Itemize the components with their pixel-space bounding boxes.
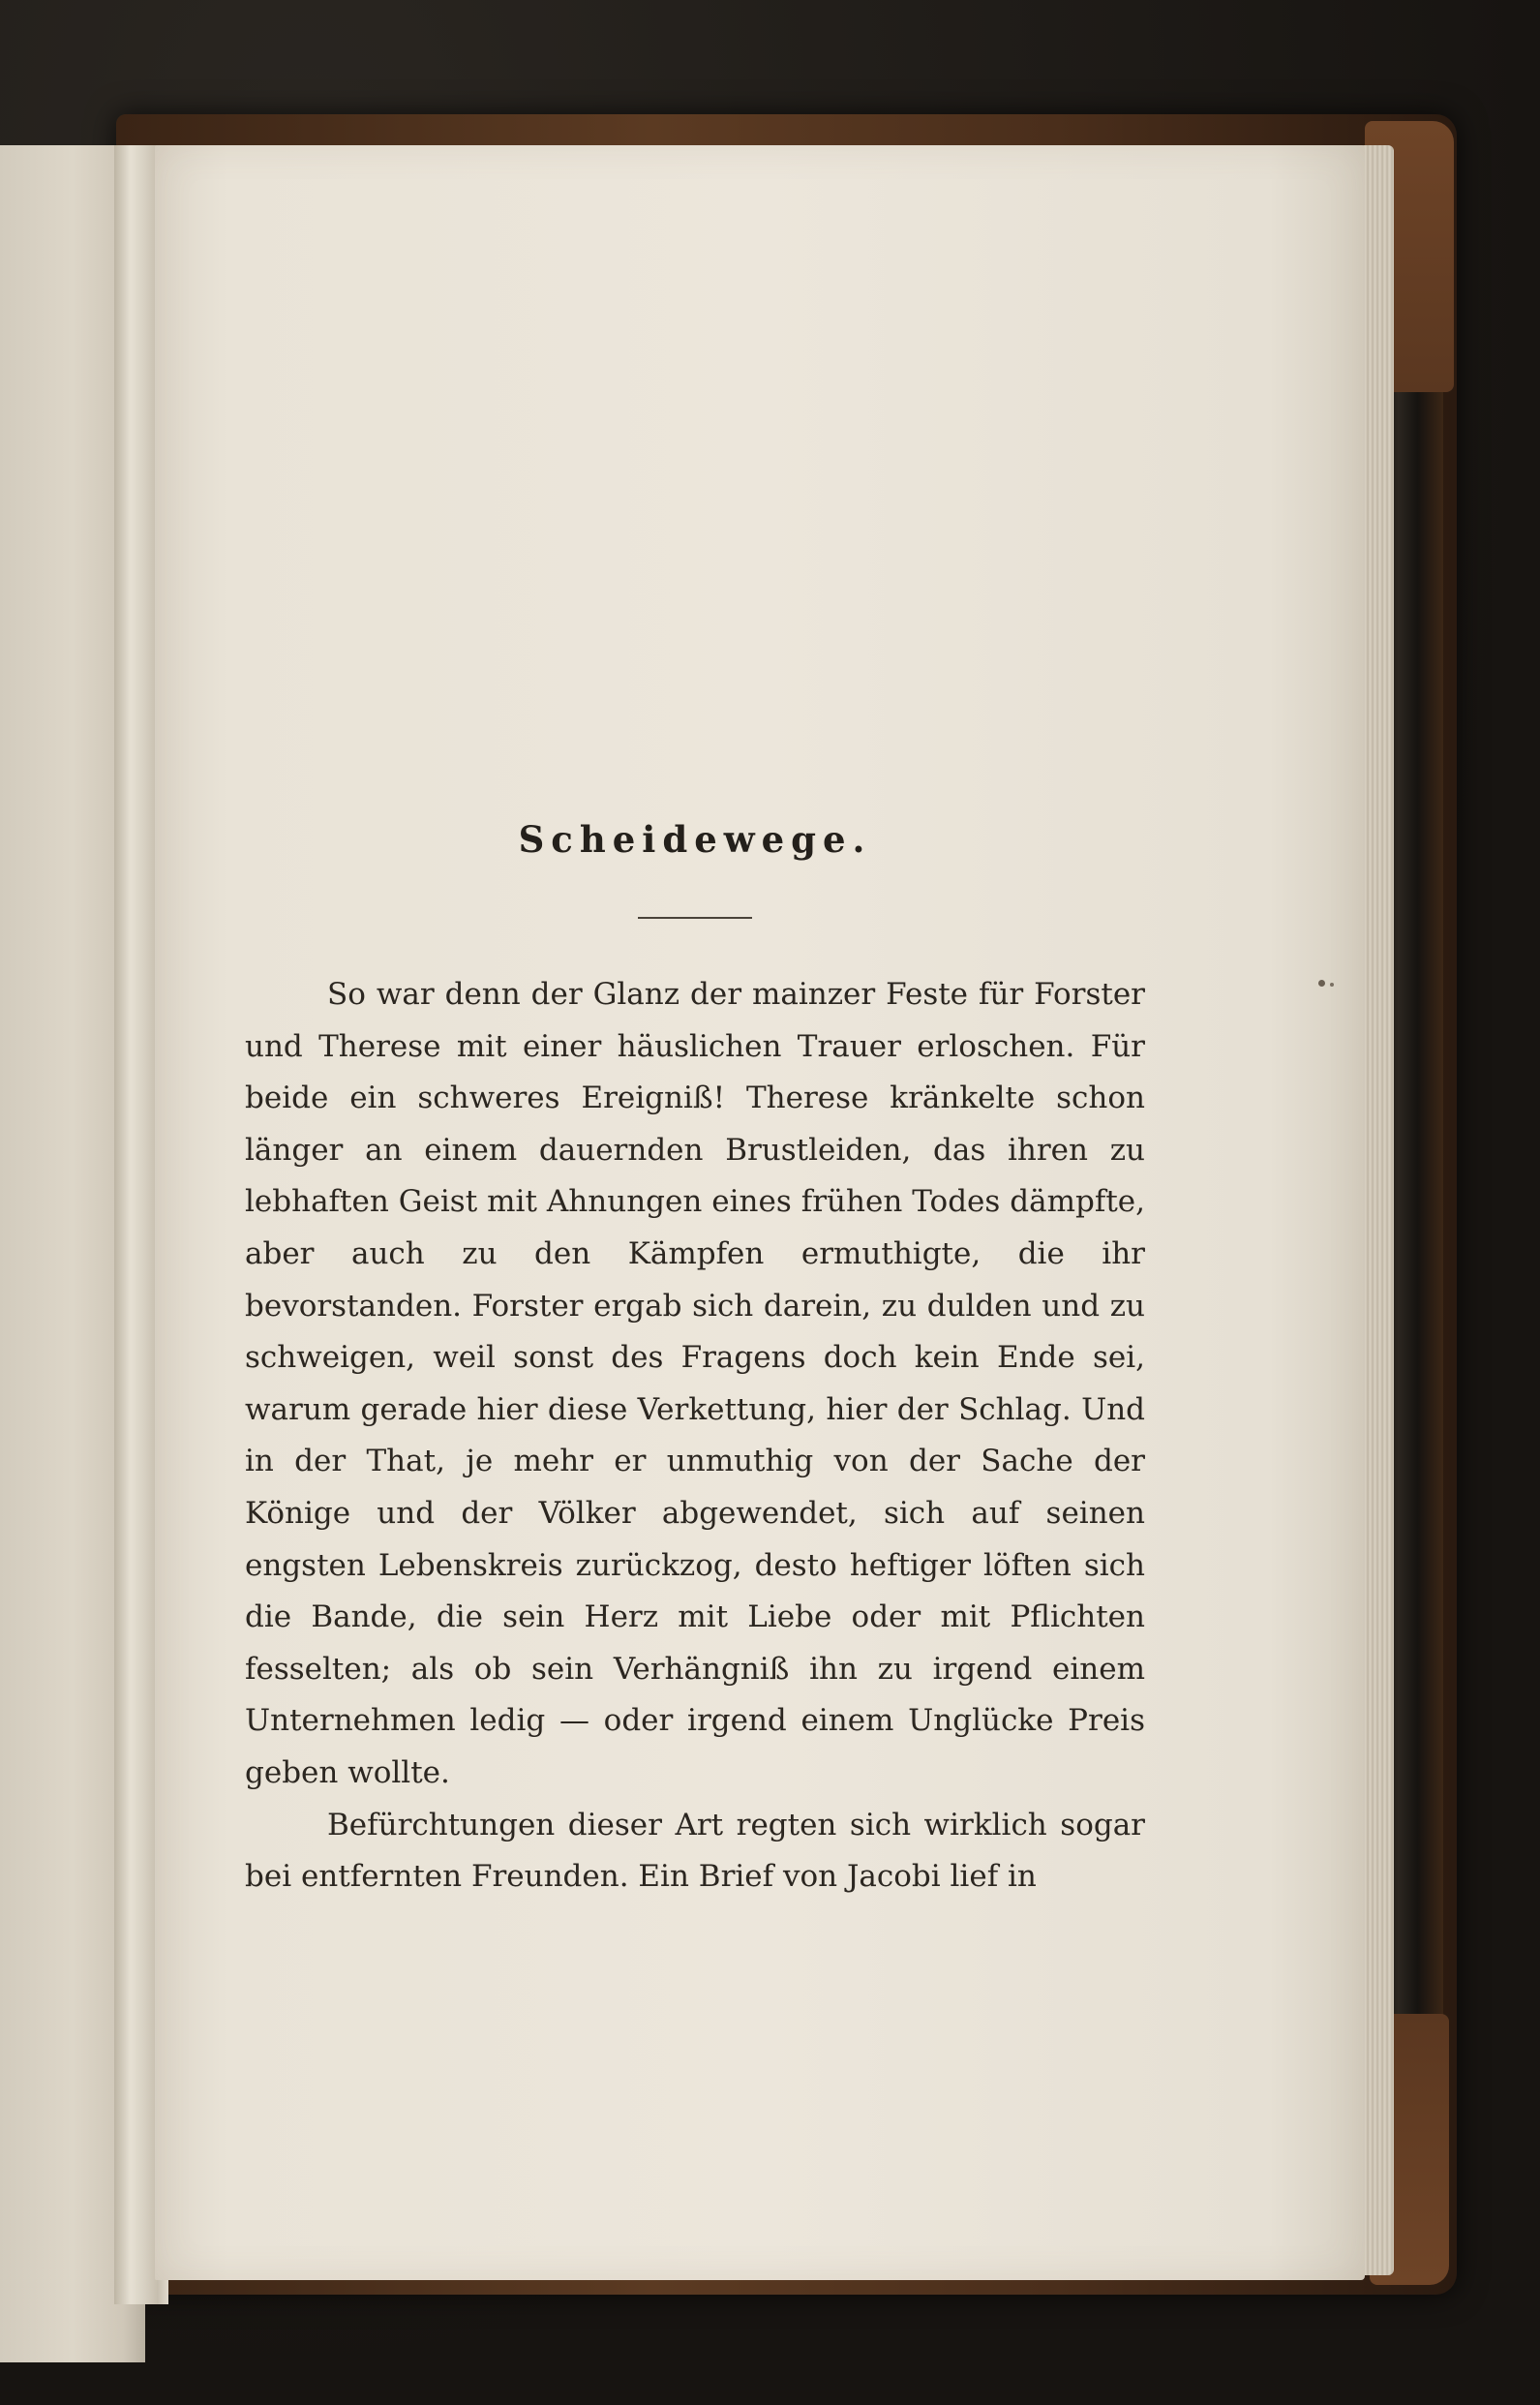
paragraph-2: Befürchtungen dieser Art regten sich wirklich sogar bei entfernten Freunden. Ein Brief von Jacobi lief in [245, 1807, 1145, 1895]
page-content [245, 794, 1145, 1903]
body-text [245, 969, 1145, 1903]
ink-speck [1318, 980, 1325, 987]
ink-speck [1330, 983, 1334, 987]
paragraph-1: So war denn der Glanz der mainzer Feste für Forster und Therese mit einer häuslichen Trauer erloschen. Für beide ein schweres Ereigniß! Therese kränkelte schon länger an einem dauernden Brustleiden, das ihren zu lebhaften Geist mit Ahnungen eines frühen Todes dämpfte, aber auch zu den Kämpfen ermuthigte, die ihr bevorstanden. Forster ergab sich darein, zu dulden und zu schweigen, weil sonst des Fragens doch kein Ende sei, warum gerade hier diese Verkettung, hier der Schlag. Und in der That, je mehr er unmuthig von der Sache der Könige und der Völker abgewendet, sich auf seinen engsten Lebenskreis zurückzog, desto heftiger löften sich die Bande, die sein Herz mit Liebe oder mit Pflichten fesselten; als ob sein Verhängniß ihn zu irgend einem Unternehmen ledig — oder irgend einem Unglücke Preis geben wollte. [245, 977, 1145, 1790]
chapter-title: Scheidewege. [518, 818, 872, 861]
title-divider [638, 917, 752, 919]
